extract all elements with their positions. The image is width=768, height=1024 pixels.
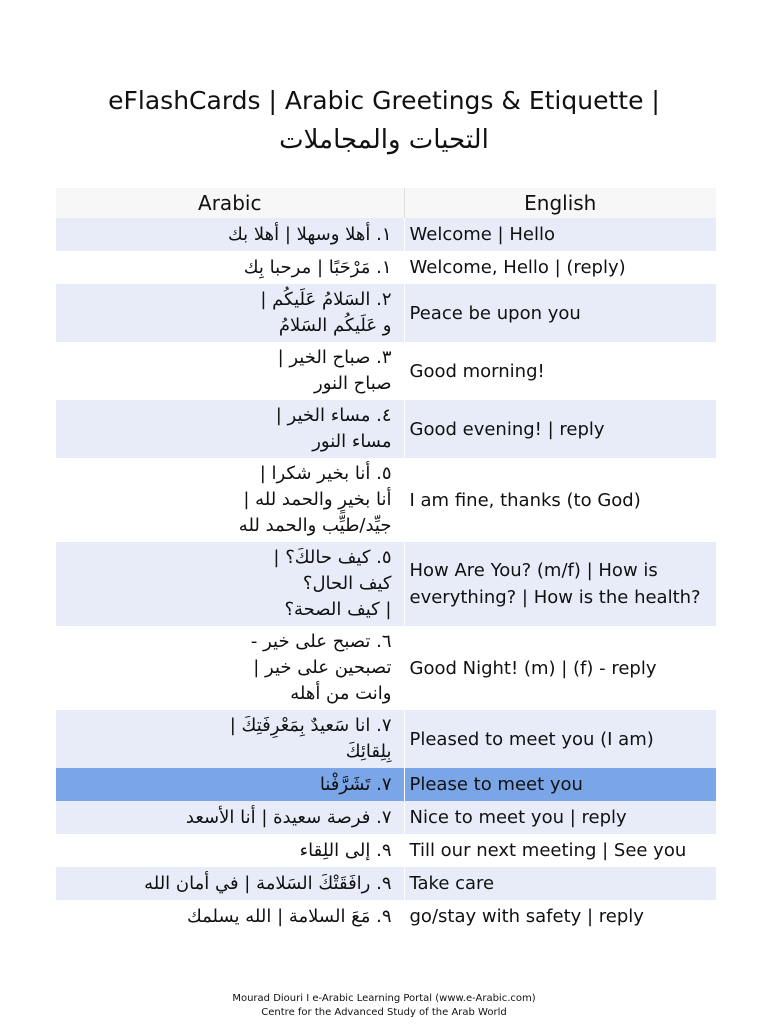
table-row — [56, 801, 716, 834]
arabic-cell — [56, 710, 404, 768]
english-cell: Till our next meeting | See you — [404, 834, 716, 867]
arabic-text-line: ٧. تَشَرَّفْنا — [319, 773, 392, 795]
table-row — [56, 900, 716, 933]
footer-institution-line: Centre for the Advanced Study of the Arab World — [261, 1007, 507, 1018]
title-arabic: التحيات والمجاملات — [279, 125, 489, 155]
arabic-cell — [56, 284, 404, 342]
arabic-text-line: جيِّد/طيِّب والحمد لله — [238, 515, 392, 536]
title-english: eFlashCards | Arabic Greetings & Etiquette | — [108, 86, 660, 115]
arabic-cell — [56, 768, 404, 801]
arabic-text-line: ٩. إلى اللِقاء — [299, 839, 392, 861]
arabic-cell — [56, 867, 404, 900]
table-row — [56, 342, 716, 400]
table-row — [56, 710, 716, 768]
arabic-text-line: صباح النور — [314, 373, 392, 394]
arabic-text-line: مساء النور — [312, 431, 392, 452]
table-header-row — [56, 188, 716, 218]
arabic-text-line: ٩. رافَقَتْكَ السَلامة | في أمان الله — [144, 872, 392, 894]
arabic-text-line: ٦. تصبح على خير - — [250, 631, 392, 652]
arabic-cell — [56, 801, 404, 834]
english-cell: Peace be upon you — [404, 284, 716, 342]
arabic-text-line: ٩. مَعَ السلامة | الله يسلمك — [186, 905, 392, 927]
table-row — [56, 542, 716, 626]
english-cell: Pleased to meet you (I am) — [404, 710, 716, 768]
arabic-cell — [56, 400, 404, 458]
table-row — [56, 251, 716, 284]
arabic-text-line: ٧. فرصة سعيدة | أنا الأسعد — [185, 806, 392, 828]
arabic-cell — [56, 626, 404, 710]
arabic-cell — [56, 218, 404, 251]
arabic-cell — [56, 342, 404, 400]
english-cell: Good morning! — [404, 342, 716, 400]
arabic-text-line: ٣. صباح الخير | — [277, 347, 392, 368]
arabic-text-line: | كيف الصحة؟ — [284, 599, 392, 620]
arabic-cell — [56, 458, 404, 542]
arabic-text-line: ٥. أنا بخير شكرا | — [259, 463, 392, 484]
footer — [0, 992, 768, 1020]
english-cell: Nice to meet you | reply — [404, 801, 716, 834]
arabic-text-line: تصبحين على خير | — [253, 657, 392, 678]
table-row — [56, 218, 716, 251]
table-row — [56, 458, 716, 542]
english-cell: How Are You? (m/f) | How is everything? | How is the health? — [404, 542, 716, 626]
arabic-text-line: و عَلَيكُم السَلامُ — [278, 315, 392, 336]
table-row — [56, 834, 716, 867]
english-cell: Good evening! | reply — [404, 400, 716, 458]
arabic-text-line: ١. أهلا وسهلا | أهلا بك — [227, 223, 392, 245]
table-row — [56, 284, 716, 342]
english-cell: I am fine, thanks (to God) — [404, 458, 716, 542]
english-cell: go/stay with safety | reply — [404, 900, 716, 933]
arabic-text-line: أنا بخيرٍ والحمد لله | — [243, 489, 392, 510]
arabic-cell — [56, 542, 404, 626]
english-cell: Welcome, Hello | (reply) — [404, 251, 716, 284]
page-title — [0, 84, 768, 160]
arabic-text-line: ١. مَرْحَبًا | مرحبا بِك — [243, 256, 392, 278]
column-header-english: English — [404, 188, 716, 218]
table-row — [56, 626, 716, 710]
arabic-text-line: ٢. السَلامُ عَلَيكُم | — [260, 289, 392, 310]
arabic-text-line: كيف الحال؟ — [302, 573, 392, 594]
arabic-text-line: ٤. مساء الخير | — [275, 405, 392, 426]
english-cell: Good Night! (m) | (f) - reply — [404, 626, 716, 710]
english-cell: Take care — [404, 867, 716, 900]
english-cell: Please to meet you — [404, 768, 716, 801]
arabic-cell — [56, 834, 404, 867]
arabic-text-line: بِلِقائِكَ — [345, 741, 392, 762]
arabic-cell — [56, 251, 404, 284]
column-header-arabic: Arabic — [56, 188, 404, 218]
flashcard-table — [56, 188, 717, 933]
table-row — [56, 768, 716, 801]
arabic-text-line: ٧. انا سَعيدٌ بِمَعْرِفَتِكَ | — [229, 715, 392, 736]
arabic-cell — [56, 900, 404, 933]
english-cell: Welcome | Hello — [404, 218, 716, 251]
arabic-text-line: وانت من أهله — [290, 683, 392, 704]
footer-author-line: Mourad Diouri I e-Arabic Learning Portal (www.e-Arabic.com) — [232, 993, 536, 1004]
arabic-text-line: ٥. كيف حالكَ؟ | — [273, 547, 392, 568]
table-row — [56, 867, 716, 900]
table-row — [56, 400, 716, 458]
